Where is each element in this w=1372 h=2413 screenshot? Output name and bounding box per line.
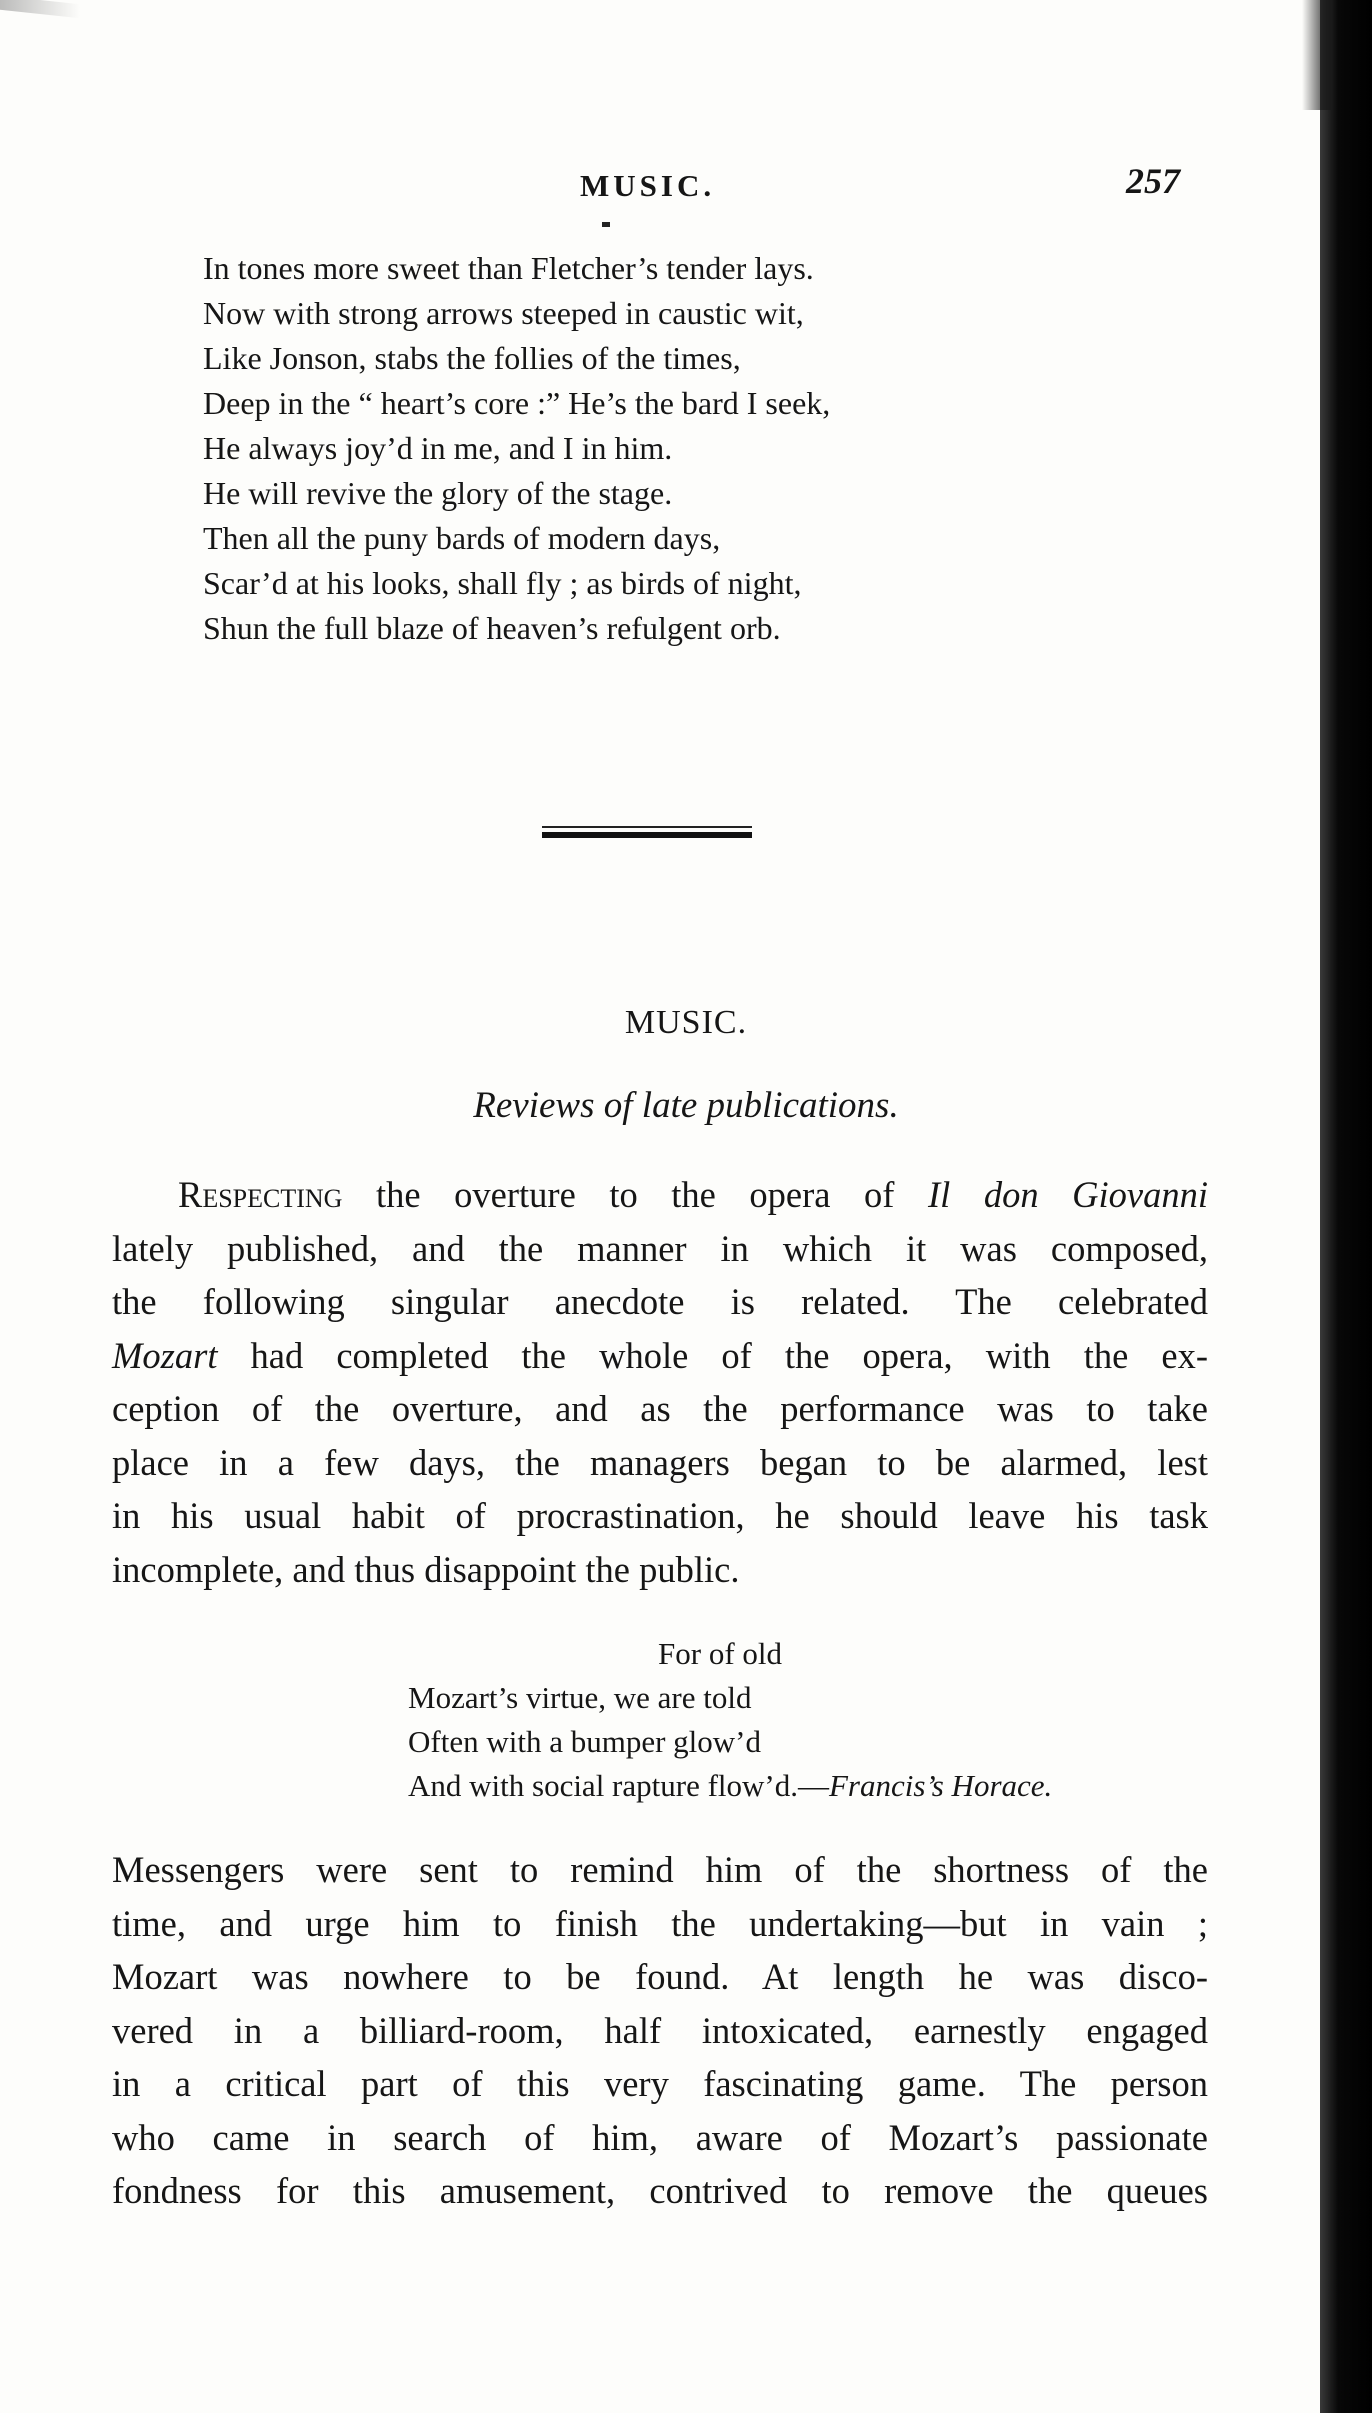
opera-title: Il don Giovanni bbox=[928, 1174, 1208, 1215]
text-run: had completed the whole of the opera, with the ex- bbox=[217, 1334, 1208, 1376]
quote-line bbox=[408, 1764, 1218, 1808]
scan-corner-mark bbox=[0, 0, 80, 18]
paragraph-line: Mozart was nowhere to be found. At length he was disco- bbox=[112, 1956, 1208, 1997]
paragraph-line: the following singular anecdote is related. The celebrated bbox=[112, 1281, 1208, 1322]
page-edge-shadow bbox=[1320, 0, 1372, 2413]
paragraph-line: place in a few days, the managers began to be alarmed, lest bbox=[112, 1441, 1208, 1483]
poem-line: In tones more sweet than Fletcher’s tender lays. bbox=[203, 250, 814, 286]
poem-line: He always joy’d in me, and I in him. bbox=[203, 430, 673, 466]
paragraph-respecting bbox=[112, 1168, 1208, 1596]
poem-line: Then all the puny bards of modern days, bbox=[203, 520, 721, 556]
quote-line: Mozart’s virtue, we are told bbox=[408, 1680, 752, 1715]
poem-line: Scar’d at his looks, shall fly ; as birds of night, bbox=[203, 565, 802, 601]
poem-line: Now with strong arrows steeped in caustic wit, bbox=[203, 295, 804, 331]
poem-line: He will revive the glory of the stage. bbox=[203, 475, 673, 511]
paragraph-line: time, and urge him to finish the undertaking—but in vain ; bbox=[112, 1902, 1208, 1944]
text-run: And with social rapture flow’d.— bbox=[408, 1768, 829, 1803]
paragraph-line bbox=[112, 1168, 1208, 1222]
running-head: MUSIC. bbox=[580, 168, 716, 203]
text-run: the overture to the opera of bbox=[342, 1174, 928, 1215]
poem-line: Like Jonson, stabs the follies of the times, bbox=[203, 340, 741, 376]
paragraph-line: in his usual habit of procrastination, he should leave his task bbox=[112, 1495, 1208, 1536]
paragraph-line: in a critical part of this very fascinating game. The person bbox=[112, 2063, 1208, 2104]
divider-thin-line bbox=[542, 826, 752, 828]
quote-source: Francis’s Horace. bbox=[828, 1768, 1053, 1803]
section-divider-rule bbox=[542, 826, 752, 838]
quote-line: For of old bbox=[658, 1636, 782, 1671]
divider-thick-line bbox=[542, 832, 752, 838]
poem-line: Shun the full blaze of heaven’s refulgent orb. bbox=[203, 610, 781, 646]
paragraph-line: incomplete, and thus disappoint the public. bbox=[112, 1548, 740, 1590]
paragraph-line: fondness for this amusement, contrived to remove the queues bbox=[112, 2170, 1208, 2211]
paragraph-line bbox=[112, 1329, 1208, 1383]
poem-continuation bbox=[203, 246, 1083, 651]
composer-name: Mozart bbox=[112, 1334, 218, 1376]
paragraph-line: ception of the overture, and as the performance was to take bbox=[112, 1388, 1208, 1429]
poem-line: Deep in the “ heart’s core :” He’s the bard I seek, bbox=[203, 385, 831, 421]
opening-word: Respecting bbox=[178, 1174, 343, 1215]
paragraph-line: lately published, and the manner in which it was composed, bbox=[112, 1227, 1208, 1269]
ornament-dot bbox=[602, 222, 610, 227]
section-title: MUSIC. bbox=[624, 1004, 748, 1041]
quote-line: Often with a bumper glow’d bbox=[408, 1724, 761, 1759]
section-subtitle: Reviews of late publications. bbox=[473, 1085, 899, 1126]
paragraph-line: who came in search of him, aware of Mozart’s passionate bbox=[112, 2116, 1208, 2158]
paragraph-line: vered in a billiard-room, half intoxicated, earnestly engaged bbox=[112, 2009, 1208, 2051]
paragraph-messengers bbox=[112, 1843, 1208, 2218]
page-number: 257 bbox=[1126, 161, 1180, 201]
verse-quotation bbox=[408, 1632, 1218, 1808]
page-edge-shadow-top bbox=[1302, 0, 1332, 110]
paragraph-line: Messengers were sent to remind him of the shortness of the bbox=[112, 1849, 1208, 1890]
